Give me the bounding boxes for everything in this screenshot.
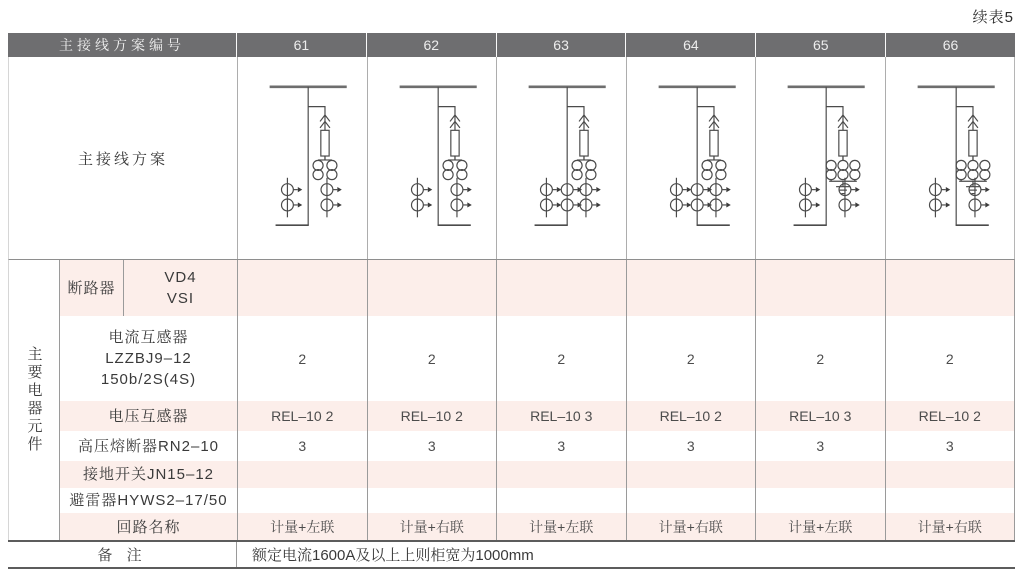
table-row-circuit-name: [59, 513, 1014, 541]
circuit-name-label: 回路名称: [59, 513, 237, 541]
breaker-models: [123, 260, 237, 316]
scheme-number: 63: [496, 33, 626, 57]
value-cell: 计量+右联: [626, 513, 756, 541]
value-cell: 3: [237, 431, 367, 461]
scheme-number: 64: [625, 33, 755, 57]
remark-text: 额定电流1600A及以上上则柜宽为1000mm: [236, 542, 1015, 567]
table-row-breaker: [59, 260, 1014, 316]
diagram-row-label: 主接线方案: [77, 150, 168, 168]
value-cell: 计量+左联: [755, 513, 885, 541]
value-cell: [626, 461, 756, 488]
value-cell: [367, 488, 497, 513]
wiring-diagram-cell: [237, 57, 367, 259]
value-cell: [885, 461, 1015, 488]
breaker-label: 断路器: [59, 260, 123, 316]
value-cell: [367, 260, 497, 316]
value-cell: 3: [367, 431, 497, 461]
header-title: 主接线方案编号: [59, 37, 185, 53]
breaker-model: VD4: [164, 269, 197, 286]
table-row-surge-arrester: [59, 488, 1014, 513]
value-cell: 计量+左联: [496, 513, 626, 541]
value-cell: [755, 488, 885, 513]
value-cell: [496, 488, 626, 513]
value-cell: REL–10 3: [496, 401, 626, 431]
value-cell: [367, 461, 497, 488]
value-cell: [626, 488, 756, 513]
value-cell: 2: [496, 316, 626, 401]
label-line: 电流互感器: [108, 329, 189, 346]
wiring-diagram-cell: [885, 57, 1015, 259]
value-cell: [237, 461, 367, 488]
value-cell: 3: [496, 431, 626, 461]
value-cell: 2: [885, 316, 1015, 401]
voltage-transformer-label: 电压互感器: [59, 401, 237, 431]
table-header-row: [8, 33, 1015, 57]
scheme-number: 66: [885, 33, 1015, 57]
value-cell: 计量+左联: [237, 513, 367, 541]
value-cell: 3: [626, 431, 756, 461]
value-cell: [755, 260, 885, 316]
value-cell: 2: [626, 316, 756, 401]
components-group-label: 主要电器元件: [25, 346, 43, 454]
value-cell: 计量+右联: [367, 513, 497, 541]
value-cell: [237, 260, 367, 316]
table-row-hv-fuse: [59, 431, 1014, 461]
continuation-label: 续表5: [972, 9, 1014, 26]
value-cell: REL–10 2: [367, 401, 497, 431]
table-row-earthing-switch: [59, 461, 1014, 488]
wiring-diagram-cell: [755, 57, 885, 259]
earthing-switch-label: 接地开关JN15–12: [59, 461, 237, 488]
single-line-diagram-icon: [497, 57, 626, 259]
scheme-number: 62: [366, 33, 496, 57]
value-cell: 3: [755, 431, 885, 461]
value-cell: [885, 488, 1015, 513]
table-row-voltage-transformer: [59, 401, 1014, 431]
value-cell: [755, 461, 885, 488]
components-group-cell: [9, 260, 59, 540]
value-cell: [626, 260, 756, 316]
scheme-number: 61: [236, 33, 366, 57]
breaker-model: VSI: [166, 290, 195, 307]
hv-fuse-label: 高压熔断器RN2–10: [59, 431, 237, 461]
value-cell: [885, 260, 1015, 316]
single-line-diagram-icon: [886, 57, 1015, 259]
current-transformer-label: [59, 316, 237, 401]
wiring-diagram-cell: [626, 57, 756, 259]
single-line-diagram-icon: [627, 57, 756, 259]
wiring-diagram-cell: [496, 57, 626, 259]
remark-label: 备 注: [97, 547, 147, 564]
surge-arrester-label: 避雷器HYWS2–17/50: [59, 488, 237, 513]
value-cell: [496, 461, 626, 488]
value-cell: 3: [885, 431, 1015, 461]
value-cell: REL–10 3: [755, 401, 885, 431]
value-cell: [237, 488, 367, 513]
table-row-current-transformer: [59, 316, 1014, 401]
value-cell: 计量+右联: [885, 513, 1015, 541]
components-table-body: [8, 259, 1015, 540]
scheme-number: 65: [755, 33, 885, 57]
value-cell: REL–10 2: [237, 401, 367, 431]
value-cell: REL–10 2: [626, 401, 756, 431]
value-cell: REL–10 2: [885, 401, 1015, 431]
single-line-diagram-icon: [756, 57, 885, 259]
label-line: LZZBJ9–12: [105, 350, 192, 367]
wiring-diagram-cell: [367, 57, 497, 259]
single-line-diagram-icon: [238, 57, 367, 259]
diagram-row: [8, 57, 1015, 259]
value-cell: [496, 260, 626, 316]
single-line-diagram-icon: [368, 57, 497, 259]
value-cell: 2: [367, 316, 497, 401]
label-line: 150b/2S(4S): [100, 371, 197, 388]
remark-row: [8, 540, 1015, 569]
value-cell: 2: [237, 316, 367, 401]
value-cell: 2: [755, 316, 885, 401]
